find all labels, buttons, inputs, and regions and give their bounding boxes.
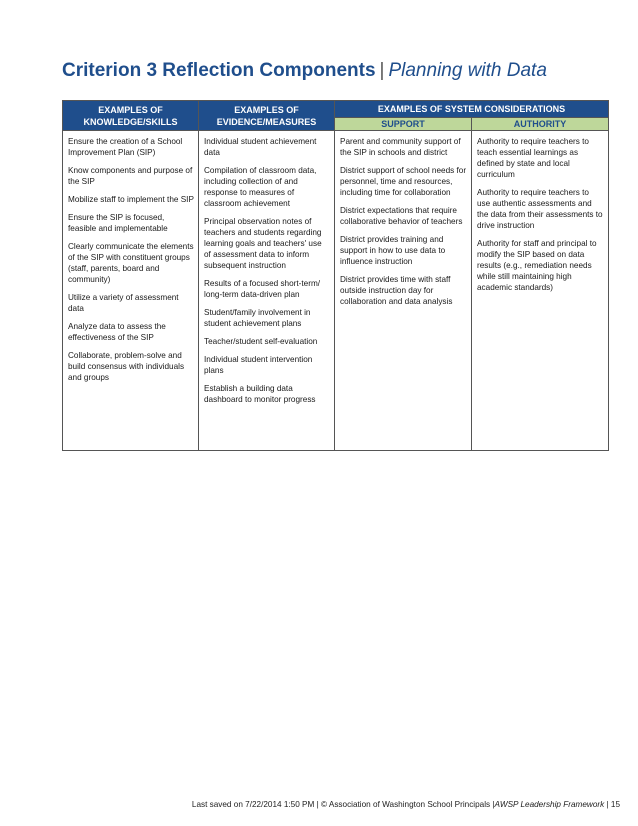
evidence-item: Results of a focused short-term/ long-term data-driven plan [204, 279, 321, 299]
page-number: | 15 [606, 800, 620, 809]
title-separator: | [379, 60, 385, 81]
knowledge-skills-cell [63, 131, 199, 451]
knowledge-item: Ensure the creation of a School Improvement Plan (SIP) [68, 137, 183, 157]
evidence-item: Individual student intervention plans [204, 355, 313, 375]
page-footer [192, 800, 620, 809]
page-title [62, 60, 547, 82]
footer-framework: AWSP Leadership Framework [494, 800, 605, 809]
knowledge-item: Clearly communicate the elements of the SIP with constituent groups (staff, parents, board and community) [68, 242, 194, 284]
support-cell [335, 131, 472, 451]
knowledge-item: Mobilize staff to implement the SIP [68, 195, 194, 204]
header-support: SUPPORT [335, 118, 472, 131]
support-item: District support of school needs for personnel, time and resources, including time for collaboration [340, 166, 467, 197]
knowledge-item: Utilize a variety of assessment data [68, 293, 179, 313]
reflection-components-table [62, 100, 609, 451]
header-authority: AUTHORITY [472, 118, 609, 131]
evidence-item: Principal observation notes of teachers and students regarding learning goals and teachers' use of assessment data to inform subsequent instruction [204, 217, 322, 270]
support-item: Parent and community support of the SIP in schools and district [340, 137, 461, 157]
criterion-subtitle: Planning with Data [388, 60, 547, 81]
evidence-item: Student/family involvement in student achievement plans [204, 308, 311, 328]
header-knowledge-skills: EXAMPLES OF KNOWLEDGE/SKILLS [63, 101, 199, 131]
evidence-item: Teacher/student self-evaluation [204, 337, 318, 346]
authority-item: Authority to require teachers to use authentic assessments and the data from their assessments to drive instruction [477, 188, 603, 230]
evidence-item: Individual student achievement data [204, 137, 317, 157]
evidence-measures-cell [199, 131, 335, 451]
evidence-item: Establish a building data dashboard to monitor progress [204, 384, 316, 404]
support-item: District provides training and support in how to use data to influence instruction [340, 235, 446, 266]
knowledge-item: Know components and purpose of the SIP [68, 166, 193, 186]
header-system-considerations: EXAMPLES OF SYSTEM CONSIDERATIONS [335, 101, 609, 118]
support-item: District expectations that require collaborative behavior of teachers [340, 206, 463, 226]
knowledge-item: Collaborate, problem-solve and build consensus with individuals and groups [68, 351, 185, 382]
knowledge-item: Ensure the SIP is focused, feasible and implementable [68, 213, 168, 233]
authority-item: Authority for staff and principal to modify the SIP based on data results (e.g., remediation needs while still maintaining high academic standards) [477, 239, 597, 292]
knowledge-item: Analyze data to assess the effectiveness of the SIP [68, 322, 166, 342]
evidence-item: Compilation of classroom data, including collection of and response to measures of classroom achievement [204, 166, 317, 208]
footer-saved-text: Last saved on 7/22/2014 1:50 PM | © Association of Washington School Principals | [191, 800, 495, 809]
authority-cell [472, 131, 609, 451]
support-item: District provides time with staff outside instruction day for collaboration and data analysis [340, 275, 453, 306]
authority-item: Authority to require teachers to teach essential learnings as defined by state and local curriculum [477, 137, 589, 179]
header-evidence-measures: EXAMPLES OF EVIDENCE/MEASURES [199, 101, 335, 131]
criterion-title: Criterion 3 Reflection Components [62, 60, 376, 81]
